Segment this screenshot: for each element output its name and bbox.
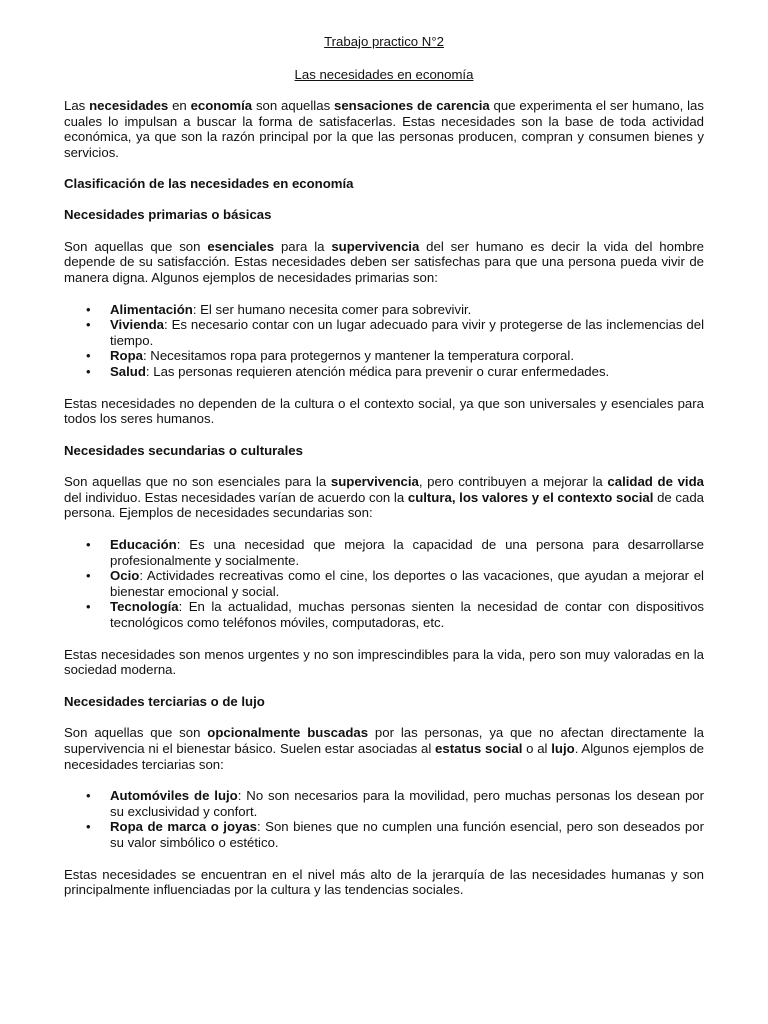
list-item: • Vivienda: Es necesario contar con un lugar adecuado para vivir y protegerse de las inclemencias del tiempo. <box>110 317 704 348</box>
secondary-paragraph: Son aquellas que no son esenciales para la supervivencia, pero contribuyen a mejorar la calidad de vida del individuo. Estas necesidades varían de acuerdo con la cultura, los valores y el contexto social de cada persona. Ejemplos de necesidades secundarias son: <box>64 474 705 521</box>
list-item: • Automóviles de lujo: No son necesarios para la movilidad, pero muchas personas los desean por su exclusividad y confort. <box>110 788 704 819</box>
list-item: • Salud: Las personas requieren atención médica para prevenir o curar enfermedades. <box>110 364 704 380</box>
tertiary-paragraph: Son aquellas que son opcionalmente buscadas por las personas, ya que no afectan directamente la supervivencia ni el bienestar básico. Suelen estar asociadas al estatus social o al lujo. Algunos ejemplos de necesidades terciarias son: <box>64 725 705 772</box>
intro-paragraph: Las necesidades en economía son aquellas sensaciones de carencia que experimenta el ser humano, las cuales lo impulsan a buscar la forma de satisfacerlas. Estas necesidades son la base de toda actividad económica, ya que son la razón principal por la que las personas producen, compran y consumen bienes y servicios. <box>64 98 704 160</box>
list-item: • Educación: Es una necesidad que mejora la capacidad de una persona para desarrollarse profesionalmente y socialmente. <box>110 537 704 568</box>
tertiary-closing: Estas necesidades se encuentran en el nivel más alto de la jerarquía de las necesidades humanas y son principalmente influenciadas por la cultura y las tendencias sociales. <box>64 866 704 898</box>
document-subtitle: Las necesidades en economía <box>294 66 474 82</box>
primary-closing: Estas necesidades no dependen de la cultura o el contexto social, ya que son universales y esenciales para todos los seres humanos. <box>64 395 704 427</box>
list-item: • Tecnología: En la actualidad, muchas personas sienten la necesidad de contar con dispositivos tecnológicos como teléfonos móviles, computadoras, etc. <box>110 599 704 630</box>
tertiary-heading: Necesidades terciarias o de lujo <box>64 693 265 709</box>
classification-heading: Clasificación de las necesidades en economía <box>64 175 354 191</box>
primary-list <box>64 302 704 380</box>
tertiary-list <box>64 788 704 850</box>
document-title: Trabajo practico N°2 <box>324 34 444 49</box>
list-item: • Alimentación: El ser humano necesita comer para sobrevivir. <box>110 302 704 318</box>
primary-paragraph: Son aquellas que son esenciales para la supervivencia del ser humano es decir la vida del hombre depende de su satisfacción. Estas necesidades deben ser satisfechas para que una persona pueda vivir de manera digna. Algunos ejemplos de necesidades primarias son: <box>64 238 704 285</box>
primary-heading: Necesidades primarias o básicas <box>64 207 272 223</box>
secondary-closing: Estas necesidades son menos urgentes y no son imprescindibles para la vida, pero son muy valoradas en la sociedad moderna. <box>64 646 704 678</box>
secondary-heading: Necesidades secundarias o culturales <box>64 442 303 458</box>
secondary-list <box>64 537 704 631</box>
list-item: • Ropa de marca o joyas: Son bienes que no cumplen una función esencial, pero son deseados por su valor simbólico o estético. <box>110 819 704 850</box>
list-item: • Ropa: Necesitamos ropa para protegernos y mantener la temperatura corporal. <box>110 348 704 364</box>
list-item: • Ocio: Actividades recreativas como el cine, los deportes o las vacaciones, que ayudan a mejorar el bienestar emocional y social. <box>110 568 704 599</box>
